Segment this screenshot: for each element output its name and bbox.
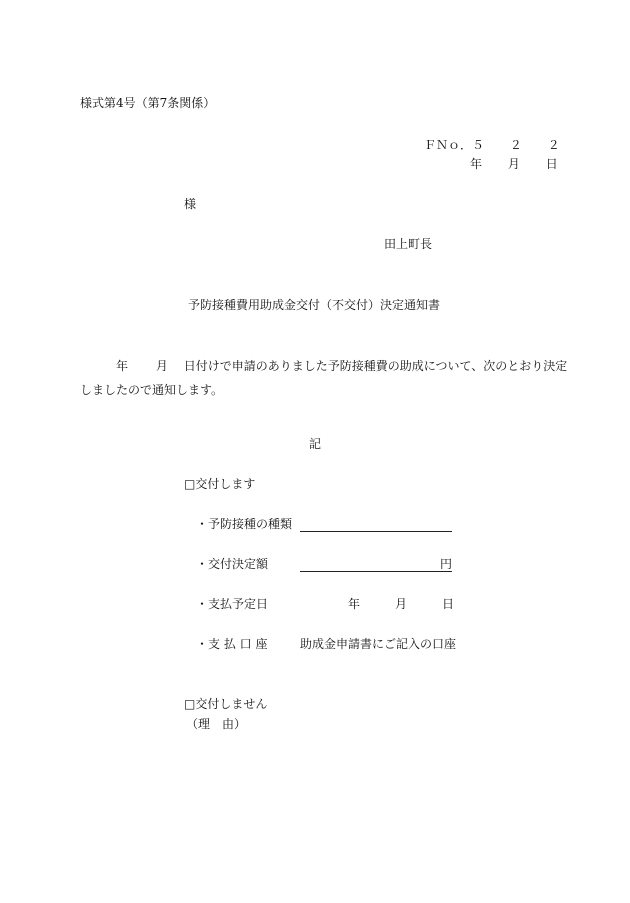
account-label: ・支 払 口 座 <box>196 637 268 651</box>
reference-number-part-2: ２ <box>547 138 560 152</box>
vaccine-type-field <box>300 517 452 532</box>
reason-label: （理 由） <box>186 717 247 731</box>
notice-body-line-2: しましたので通知します。 <box>80 383 224 397</box>
body-line-1-text: 日付けで申請のありました予防接種費の助成について、次のとおり決定 <box>183 359 568 373</box>
notice-body-line-1 <box>80 354 568 378</box>
amount-label: ・交付決定額 <box>196 557 269 571</box>
issuer-name: 田上町長 <box>384 237 433 251</box>
amount-unit: 円 <box>439 557 452 571</box>
issue-date-day: 日 <box>545 157 558 171</box>
vaccine-type-label: ・予防接種の種類 <box>196 517 293 531</box>
amount-field <box>300 557 452 572</box>
form-label: 様式第4号（第7条関係） <box>80 96 216 110</box>
body-month: 月 <box>155 359 168 373</box>
notice-body <box>80 354 568 402</box>
no-grant-heading: □交付しません <box>184 697 268 711</box>
vaccine-type-row <box>196 517 292 531</box>
payment-date-month: 月 <box>395 597 408 611</box>
account-value: 助成金申請書にご記入の口座 <box>300 637 457 651</box>
issue-date-year: 年 <box>470 157 483 171</box>
payment-date-label: ・支払予定日 <box>196 597 269 611</box>
reference-number-part-1: ２ <box>509 138 522 152</box>
issue-date-month: 月 <box>507 157 520 171</box>
body-year: 年 <box>116 359 129 373</box>
payment-date-day: 日 <box>442 597 455 611</box>
document-title: 予防接種費用助成金交付（不交付）決定通知書 <box>188 298 441 312</box>
grant-heading: □交付します <box>184 477 256 491</box>
ki-heading: 記 <box>309 437 322 451</box>
recipient-suffix: 様 <box>184 197 197 211</box>
reference-prefix: ＦＮｏ．５ <box>424 138 485 152</box>
reference-number <box>424 138 560 152</box>
issue-date <box>470 157 558 171</box>
payment-date-year: 年 <box>348 597 361 611</box>
